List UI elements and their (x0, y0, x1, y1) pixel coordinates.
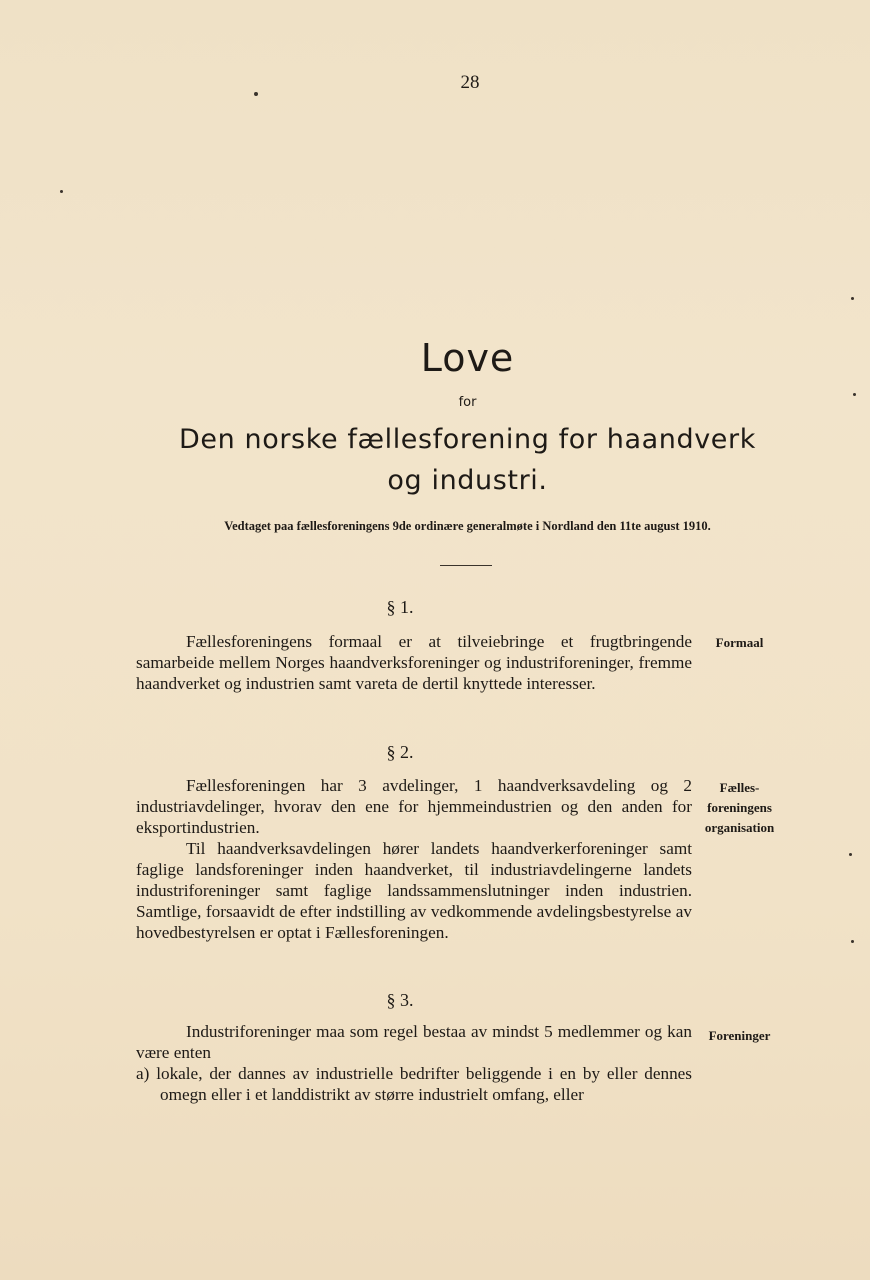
paper-speck (254, 92, 258, 96)
section-1-body (136, 631, 692, 694)
margin-note-line: organisation (704, 820, 775, 835)
section-2-paragraph-1: Fællesforeningen har 3 avdelinger, 1 haandverksavdeling og 2 industriavdelinger, hvorav den ene for hjemmeindustrien og den anden for eksportindustrien. (136, 776, 692, 837)
section-2-body (136, 775, 692, 943)
section-3-item-a: a) lokale, der dannes av industrielle bedrifter beliggende i en by eller dennes omegn eller i et landdistrikt av større industrielt omfang, eller (136, 1064, 692, 1104)
section-3-body (136, 1021, 692, 1105)
section-3-paragraph: Industriforeninger maa som regel bestaa av mindst 5 medlemmer og kan være enten (136, 1022, 692, 1062)
divider-rule (440, 565, 492, 566)
paper-speck (853, 393, 856, 396)
section-1-paragraph: Fællesforeningens formaal er at tilveiebringe et frugtbringende samarbeide mellem Norges haandverksforeninger og industriforeninger, fremme haandverket og industrien samt vareta de dertil knyttede interesser. (136, 632, 692, 693)
margin-note-foreninger (692, 1026, 787, 1046)
margin-note-line: foreningens (707, 800, 772, 815)
paper-speck (849, 853, 852, 856)
section-2-heading: § 2. (386, 742, 414, 762)
subtitle-for: for (458, 395, 477, 410)
organization-name-line2: og industri. (387, 465, 548, 496)
margin-note-line: Formaal (715, 635, 764, 650)
paper-speck (851, 940, 854, 943)
margin-note-line: Foreninger (708, 1028, 771, 1043)
section-3-heading: § 3. (386, 990, 414, 1010)
margin-note-formaal (692, 633, 787, 653)
margin-note-line: Fælles- (719, 780, 760, 795)
page-number: 28 (460, 72, 480, 93)
margin-note-organisation (692, 778, 787, 838)
section-2-paragraph-2: Til haandverksavdelingen hører landets haandverkerforeninger samt faglige landsforeninger inden haandverket, til industriavdelingerne landets industriforeninger samt faglige landssammenslutninger inden industrien. Samtlige, forsaavidt de efter indstilling av vedkommende avdelingsbestyrelse av hovedbestyrelsen er optat i Fællesforeningen. (136, 839, 692, 942)
adoption-note: Vedtaget paa fællesforeningens 9de ordinære generalmøte i Nordland den 11te august 1910. (224, 519, 711, 533)
document-title: Love (420, 336, 515, 380)
paper-speck (60, 190, 63, 193)
section-1-heading: § 1. (386, 597, 414, 617)
paper-speck (851, 297, 854, 300)
organization-name-line1: Den norske fællesforening for haandverk (179, 424, 756, 455)
